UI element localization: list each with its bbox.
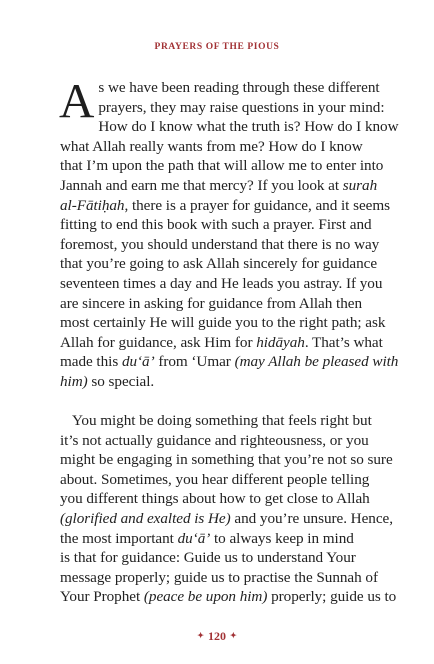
- honorific: him): [60, 372, 88, 390]
- page-number-footer: [0, 629, 434, 644]
- text-line: seventeen times a day and He leads you astray. If you: [60, 274, 383, 292]
- italic-term: du‘ā’: [177, 529, 211, 547]
- honorific: (may Allah be pleased with: [234, 353, 399, 371]
- honorific: (peace be upon him): [143, 588, 268, 606]
- text-line: it’s not actually guidance and righteousness, or you: [60, 431, 369, 449]
- text-line: [60, 372, 376, 392]
- running-head: PRAYERS OF THE PIOUS: [154, 42, 280, 52]
- italic-term: surah: [342, 176, 378, 194]
- drop-cap: A: [59, 73, 95, 128]
- text-run: from ‘Umar: [158, 353, 231, 371]
- text-run: Allah for guidance, ask Him for: [60, 333, 253, 351]
- text-line: that you’re going to ask Allah sincerely for guidance: [60, 255, 378, 273]
- text-line: [60, 352, 399, 372]
- text-line: most certainly He will guide you to the right path; ask: [60, 314, 386, 332]
- text-line: [60, 509, 393, 529]
- text-run: the most important: [60, 529, 174, 547]
- text-line: [60, 529, 376, 549]
- honorific: (glorified and exalted is He): [60, 510, 231, 528]
- text-line: [60, 196, 390, 216]
- page-number: 120: [208, 629, 226, 643]
- text-line: [60, 176, 376, 196]
- italic-term: hidāyah: [256, 333, 305, 351]
- text-line: about. Sometimes, you hear different people telling: [60, 470, 370, 488]
- ornament-icon: ✦: [230, 631, 237, 640]
- text-line: fitting to end this book with such a prayer. First and: [60, 216, 372, 234]
- italic-term: al-Fātiḥah: [60, 196, 125, 214]
- paragraph-2: [60, 411, 397, 607]
- text-line: You might be doing something that feels right but: [72, 412, 372, 430]
- text-line: that I’m upon the path that will allow me to enter into: [60, 157, 384, 175]
- text-line: message properly; guide us to practise the Sunnah of: [60, 568, 378, 586]
- ornament-icon: ✦: [197, 631, 204, 640]
- text-line: what Allah really wants from me? How do I know: [60, 137, 363, 155]
- text-line: you different things about how to get close to Allah: [60, 490, 370, 508]
- text-line: [60, 587, 397, 607]
- text-run: Jannah and earn me that mercy? If you look at: [60, 176, 340, 194]
- text-line: foremost, you should understand that there is no way: [60, 235, 380, 253]
- text-run: to always keep in mind: [214, 529, 354, 547]
- text-run: . That’s what: [304, 333, 383, 351]
- text-run: so special.: [91, 372, 155, 390]
- text-line: How do I know what the truth is? How do I know: [98, 118, 399, 136]
- paragraph-1: [59, 73, 399, 392]
- text-run: made this: [60, 353, 119, 371]
- text-line: s we have been reading through these different: [98, 79, 380, 96]
- text-run: and you’re unsure. Hence,: [234, 510, 393, 528]
- body-text: [59, 73, 399, 607]
- text-line: is that for guidance: Guide us to understand Your: [60, 549, 356, 567]
- text-line: prayers, they may raise questions in your mind:: [98, 98, 385, 116]
- text-line: might be engaging in something that you’re not so sure: [60, 451, 393, 469]
- text-run: properly; guide us to: [271, 588, 397, 606]
- text-run: , there is a prayer for guidance, and it seems: [124, 196, 390, 214]
- text-run: Your Prophet: [60, 588, 141, 606]
- italic-term: du‘ā’: [121, 353, 155, 371]
- text-line: are sincere in asking for guidance from Allah then: [60, 294, 362, 312]
- text-line: [60, 333, 383, 353]
